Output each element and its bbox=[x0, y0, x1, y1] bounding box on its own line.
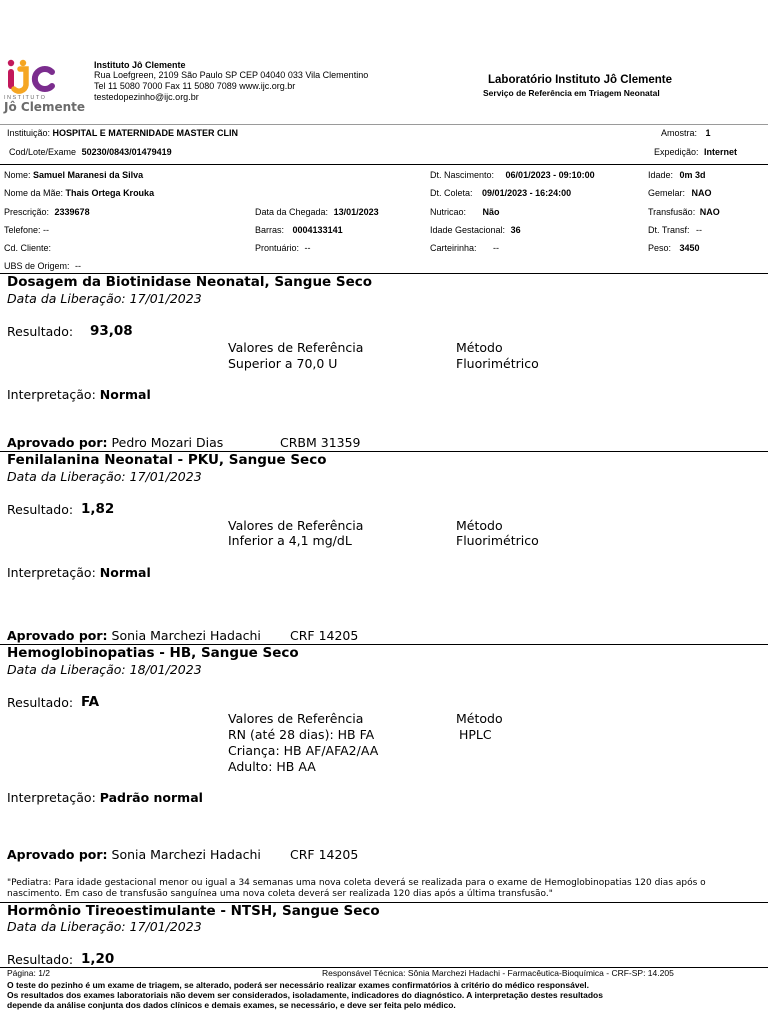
dt-coleta-label: Dt. Coleta: bbox=[430, 188, 473, 198]
prontuario-label: Prontuário: bbox=[255, 243, 300, 253]
cd-cliente-row bbox=[4, 243, 51, 253]
method-value: Fluorimétrico bbox=[456, 356, 539, 371]
disclaimer-line: O teste do pezinho é um exame de triagem, se alterado, poderá ser necessário realizar exames confirmatórios à critério do médico responsável. bbox=[7, 980, 590, 990]
dt-transf-value: -- bbox=[696, 225, 703, 235]
idade-gest-label: Idade Gestacional: bbox=[430, 225, 506, 235]
idade-gest-row bbox=[430, 225, 521, 235]
interpretation-label: Interpretação: bbox=[7, 387, 96, 402]
dt-nasc-value: 06/01/2023 - 09:10:00 bbox=[505, 170, 595, 180]
barras-label: Barras: bbox=[255, 225, 285, 235]
prontuario-value: -- bbox=[304, 243, 311, 253]
transfusao-value: NAO bbox=[699, 207, 720, 217]
chegada-row bbox=[255, 207, 379, 217]
interpretation-value: Normal bbox=[99, 565, 151, 580]
dt-coleta-value: 09/01/2023 - 16:24:00 bbox=[482, 188, 572, 198]
institute-phone: Tel 11 5080 7000 Fax 11 5080 7089 www.ijc.org.br bbox=[94, 81, 296, 91]
method-value: HPLC bbox=[459, 727, 492, 742]
logo-subtitle: INSTITUTO bbox=[4, 95, 47, 101]
nome-row bbox=[4, 170, 143, 180]
exam-release-date: Data da Liberação: 18/01/2023 bbox=[7, 662, 202, 677]
exam-title: Dosagem da Biotinidase Neonatal, Sangue Seco bbox=[7, 274, 373, 290]
interpretation-row bbox=[7, 565, 151, 580]
method-label: Método bbox=[456, 518, 503, 533]
nome-label: Nome: bbox=[4, 170, 31, 180]
amostra-value: 1 bbox=[705, 128, 711, 138]
dt-transf-label: Dt. Transf: bbox=[648, 225, 690, 235]
approver-row bbox=[7, 628, 261, 643]
ubs-row bbox=[4, 261, 81, 271]
amostra-row bbox=[661, 128, 711, 138]
mae-value: Thais Ortega Krouka bbox=[65, 188, 155, 198]
interpretation-row bbox=[7, 790, 203, 805]
expedicao-row bbox=[654, 147, 737, 157]
approver-label: Aprovado por: bbox=[7, 628, 108, 643]
dt-nasc-row bbox=[430, 170, 595, 180]
dt-nasc-label: Dt. Nascimento: bbox=[430, 170, 495, 180]
result-value: 1,82 bbox=[81, 501, 115, 517]
gemelar-row bbox=[648, 188, 712, 198]
reference-value: Criança: HB AF/AFA2/AA bbox=[228, 743, 379, 758]
interpretation-value: Padrão normal bbox=[99, 790, 203, 805]
exam-release-date: Data da Liberação: 17/01/2023 bbox=[7, 291, 202, 306]
telefone-row bbox=[4, 225, 49, 235]
exam-title: Fenilalanina Neonatal - PKU, Sangue Seco bbox=[7, 452, 327, 468]
responsavel-tecnica: Responsável Técnica: Sônia Marchezi Hadachi - Farmacêutica-Bioquímica - CRF-SP: 14.205 bbox=[322, 968, 674, 978]
transfusao-label: Transfusão: bbox=[648, 207, 696, 217]
chegada-value: 13/01/2023 bbox=[333, 207, 379, 217]
transfusao-row bbox=[648, 207, 720, 217]
logo-name: Jô Clemente bbox=[4, 100, 86, 114]
prontuario-row bbox=[255, 243, 311, 253]
disclaimer-line: Os resultados dos exames laboratoriais não devem ser considerados, isoladamente, indicadores do diagnóstico. A interpretação destes resultados bbox=[7, 990, 603, 1000]
reference-label: Valores de Referência bbox=[228, 518, 364, 533]
reference-value: Inferior a 4,1 mg/dL bbox=[228, 533, 352, 548]
pediatric-note-line: nascimento. Em caso de transfusão sanguínea uma nova coleta deverá ser realizada 120 dias após a última transfusão." bbox=[7, 889, 553, 899]
lab-subtitle: Serviço de Referência em Triagem Neonatal bbox=[483, 88, 660, 98]
idade-row bbox=[648, 170, 706, 180]
dt-transf-row bbox=[648, 225, 702, 235]
result-value: 93,08 bbox=[90, 323, 133, 339]
institute-name: Instituto Jô Clemente bbox=[94, 60, 186, 70]
peso-row bbox=[648, 243, 700, 253]
instituicao-value: HOSPITAL E MATERNIDADE MASTER CLIN bbox=[52, 128, 239, 138]
ijc-logo-icon bbox=[4, 58, 56, 94]
institute-email: testedopezinho@ijc.org.br bbox=[94, 92, 199, 102]
nutricao-row bbox=[430, 207, 500, 217]
ubs-value: -- bbox=[75, 261, 82, 271]
peso-label: Peso: bbox=[648, 243, 672, 253]
exam-title: Hemoglobinopatias - HB, Sangue Seco bbox=[7, 645, 299, 661]
carteirinha-label: Carteirinha: bbox=[430, 243, 477, 253]
telefone-value: -- bbox=[43, 225, 50, 235]
barras-value: 0004133141 bbox=[292, 225, 343, 235]
result-label: Resultado: bbox=[7, 695, 74, 710]
idade-gest-value: 36 bbox=[510, 225, 521, 235]
header-divider bbox=[0, 124, 768, 125]
barras-row bbox=[255, 225, 343, 235]
instituicao-row bbox=[7, 128, 238, 138]
telefone-label: Telefone: bbox=[4, 225, 41, 235]
carteirinha-row bbox=[430, 243, 499, 253]
reference-value: RN (até 28 dias): HB FA bbox=[228, 727, 375, 742]
instituicao-label: Instituição: bbox=[7, 128, 51, 138]
result-label: Resultado: bbox=[7, 502, 74, 517]
approver-name: Sonia Marchezi Hadachi bbox=[111, 628, 261, 643]
nome-value: Samuel Maranesi da Silva bbox=[33, 170, 144, 180]
institute-address: Rua Loefgreen, 2109 São Paulo SP CEP 04040 033 Vila Clementino bbox=[94, 70, 369, 80]
approver-name: Sonia Marchezi Hadachi bbox=[111, 847, 261, 862]
result-label: Resultado: bbox=[7, 952, 74, 967]
expedicao-label: Expedição: bbox=[654, 147, 699, 157]
mae-row bbox=[4, 188, 154, 198]
peso-value: 3450 bbox=[679, 243, 700, 253]
exam-title: Hormônio Tireoestimulante - NTSH, Sangue Seco bbox=[7, 903, 380, 919]
dt-coleta-row bbox=[430, 188, 571, 198]
cd-cliente-label: Cd. Cliente: bbox=[4, 243, 52, 253]
amostra-label: Amostra: bbox=[661, 128, 698, 138]
cod-label: Cod/Lote/Exame bbox=[9, 147, 77, 157]
prescricao-label: Prescrição: bbox=[4, 207, 50, 217]
interpretation-value: Normal bbox=[99, 387, 151, 402]
reference-label: Valores de Referência bbox=[228, 340, 364, 355]
lab-title: Laboratório Instituto Jô Clemente bbox=[488, 74, 673, 86]
approver-registry: CRBM 31359 bbox=[280, 435, 361, 450]
ubs-label: UBS de Origem: bbox=[4, 261, 70, 271]
prescricao-value: 2339678 bbox=[54, 207, 90, 217]
approver-registry: CRF 14205 bbox=[290, 628, 359, 643]
approver-row bbox=[7, 847, 261, 862]
exam-release-date: Data da Liberação: 17/01/2023 bbox=[7, 919, 202, 934]
interpretation-label: Interpretação: bbox=[7, 790, 96, 805]
prescricao-row bbox=[4, 207, 90, 217]
approver-name: Pedro Mozari Dias bbox=[111, 435, 224, 450]
approver-registry: CRF 14205 bbox=[290, 847, 359, 862]
method-value: Fluorimétrico bbox=[456, 533, 539, 548]
reference-label: Valores de Referência bbox=[228, 711, 364, 726]
nutricao-value: Não bbox=[482, 207, 500, 217]
pediatric-note-line: "Pediatra: Para idade gestacional menor ou igual a 34 semanas uma nova coleta deverá se realizada para o exame de Hemoglobinopatias 120 dias após o bbox=[7, 878, 706, 888]
result-value: FA bbox=[81, 694, 100, 710]
cod-row bbox=[9, 147, 172, 157]
method-label: Método bbox=[456, 340, 503, 355]
result-value: 1,20 bbox=[81, 951, 115, 967]
idade-label: Idade: bbox=[648, 170, 674, 180]
approver-row bbox=[7, 435, 223, 450]
gemelar-value: NAO bbox=[691, 188, 712, 198]
cod-value: 50230/0843/01479419 bbox=[81, 147, 172, 157]
logo bbox=[2, 58, 84, 114]
exam-release-date: Data da Liberação: 17/01/2023 bbox=[7, 469, 202, 484]
result-label: Resultado: bbox=[7, 324, 74, 339]
patient-divider bbox=[0, 164, 768, 165]
chegada-label: Data da Chegada: bbox=[255, 207, 329, 217]
interpretation-label: Interpretação: bbox=[7, 565, 96, 580]
approver-label: Aprovado por: bbox=[7, 435, 108, 450]
reference-value: Adulto: HB AA bbox=[228, 759, 316, 774]
mae-label: Nome da Mãe: bbox=[4, 188, 64, 198]
interpretation-row bbox=[7, 387, 151, 402]
reference-value: Superior a 70,0 U bbox=[228, 356, 338, 371]
disclaimer-line: depende da análise conjunta dos dados clínicos e demais exames, se necessário, e deve ser feita pelo médico. bbox=[7, 1000, 456, 1010]
page-number: Página: 1/2 bbox=[7, 968, 51, 978]
nutricao-label: Nutricao: bbox=[430, 207, 467, 217]
method-label: Método bbox=[456, 711, 503, 726]
expedicao-value: Internet bbox=[704, 147, 738, 157]
approver-label: Aprovado por: bbox=[7, 847, 108, 862]
gemelar-label: Gemelar: bbox=[648, 188, 686, 198]
carteirinha-value: -- bbox=[493, 243, 500, 253]
idade-value: 0m 3d bbox=[679, 170, 706, 180]
